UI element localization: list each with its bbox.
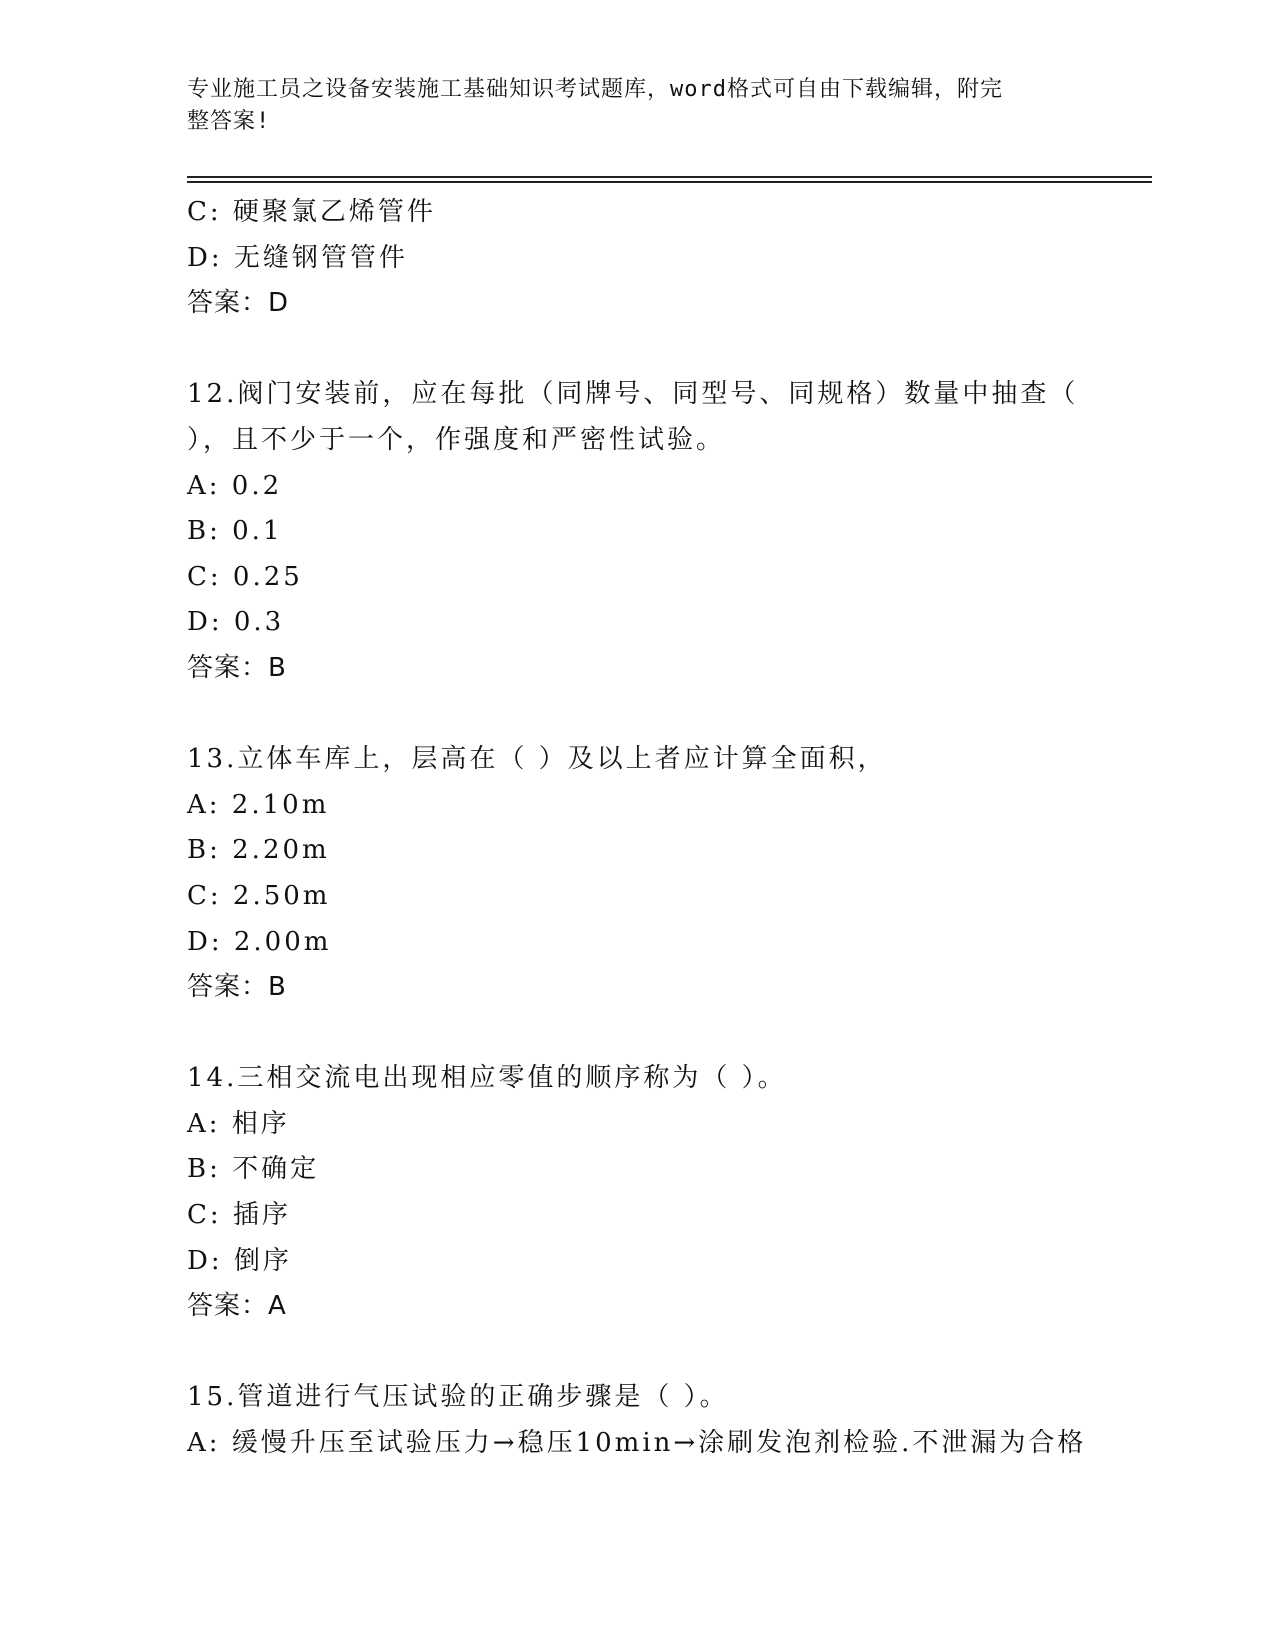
option-d: D: 无缝钢管管件	[187, 242, 408, 273]
question-13	[187, 737, 1152, 1011]
option-a: A: 2.10m	[187, 789, 330, 820]
option-a: A: 0.2	[187, 470, 283, 501]
option-c: C: 硬聚氯乙烯管件	[187, 197, 436, 227]
question-stem: 15.管道进行气压试验的正确步骤是（ ）。	[187, 1382, 729, 1413]
spacer	[187, 692, 1152, 738]
option-a: A: 缓慢升压至试验压力→稳压10min→涂刷发泡剂检验.不泄漏为合格	[187, 1428, 1087, 1459]
header-divider-top	[187, 176, 1152, 178]
question-stem: 14.三相交流电出现相应零值的顺序称为（ ）。	[187, 1063, 787, 1094]
option-c: C: 0.25	[187, 561, 303, 592]
header-line-1: 专业施工员之设备安装施工基础知识考试题库，word格式可自由下载编辑，附完	[187, 77, 1003, 102]
header-divider-bottom	[187, 181, 1152, 183]
question-14	[187, 1056, 1152, 1330]
question-stem-continued: ），且不少于一个，作强度和严密性试验。	[187, 424, 726, 455]
option-b: B: 不确定	[187, 1154, 320, 1185]
header-line-2: 整答案!	[187, 109, 271, 134]
document-header	[187, 74, 1067, 138]
option-c: C: 插序	[187, 1200, 291, 1231]
spacer	[187, 1011, 1152, 1057]
spacer	[187, 327, 1152, 373]
question-list	[187, 190, 1152, 1467]
option-a: A: 相序	[187, 1108, 290, 1139]
option-d: D: 0.3	[187, 607, 285, 638]
spacer	[187, 1330, 1152, 1376]
question-15	[187, 1375, 1152, 1466]
answer-text: 答案：A	[187, 1291, 287, 1322]
option-b: B: 2.20m	[187, 835, 330, 866]
question-stem: 13.立体车库上，层高在（ ）及以上者应计算全面积，	[187, 744, 887, 775]
option-c: C: 2.50m	[187, 880, 331, 911]
answer-text: 答案：D	[187, 288, 290, 319]
answer-text: 答案：B	[187, 652, 287, 683]
question-stem: 12.阀门安装前，应在每批（同牌号、同型号、同规格）数量中抽查（	[187, 379, 1079, 410]
option-b: B: 0.1	[187, 516, 283, 547]
option-d: D: 倒序	[187, 1245, 292, 1276]
question-12	[187, 372, 1152, 691]
option-d: D: 2.00m	[187, 926, 332, 957]
question-11	[187, 190, 1152, 327]
answer-text: 答案：B	[187, 972, 287, 1003]
